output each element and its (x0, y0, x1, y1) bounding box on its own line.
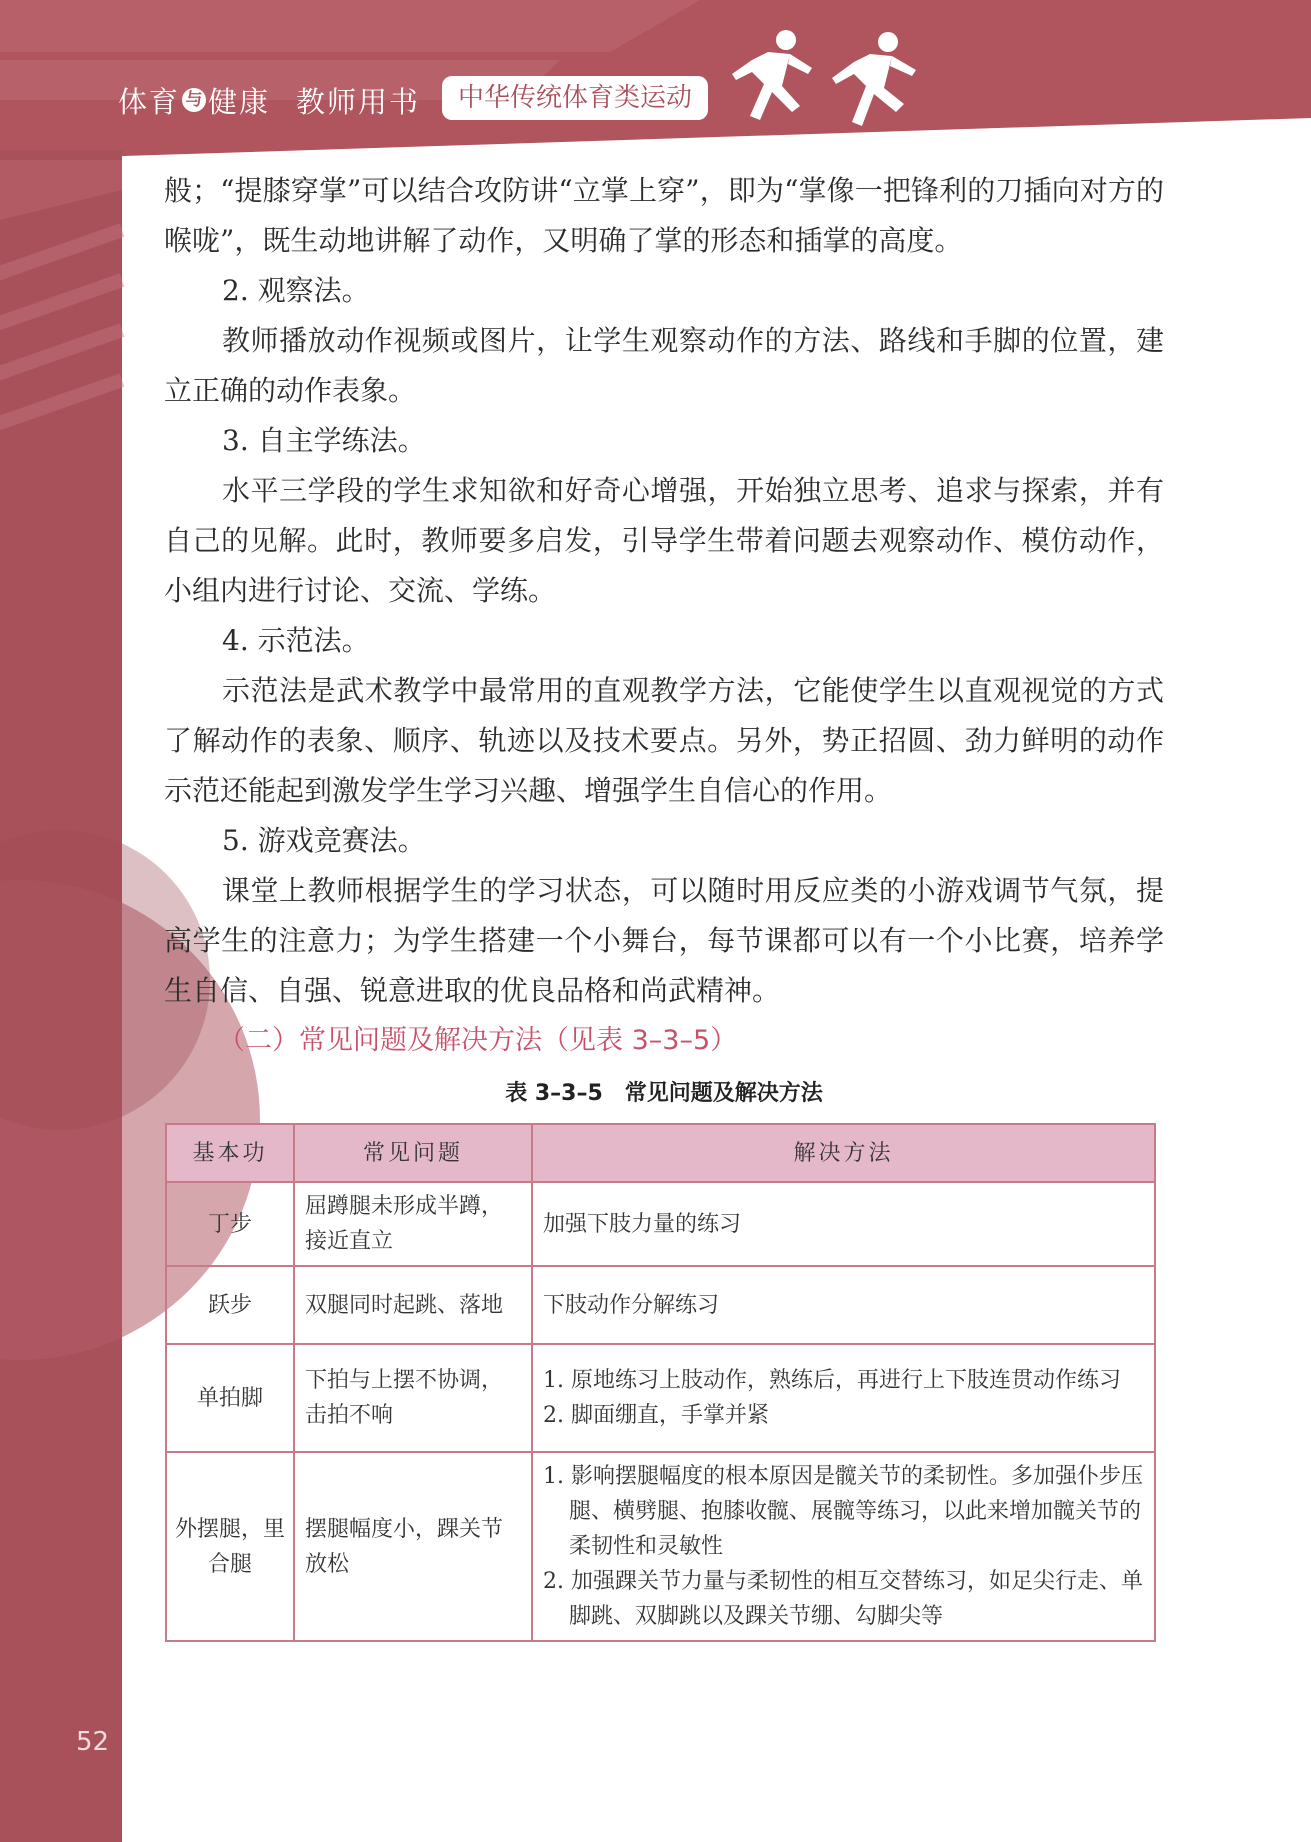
method-heading: 4. 示范法。 (222, 624, 370, 657)
solution-text: 加强下肢力量的练习 (543, 1211, 742, 1237)
paragraph: 课堂上教师根据学生的学习状态，可以随时用反应类的小游戏调节气氛，提高学生的注意力；为学生搭建一个小舞台，每节课都可以有一个小比赛，培养学生自信、自强、锐意进取的优良品格和尚武精神。 (164, 874, 1164, 1007)
solution-item: 2. 加强踝关节力量与柔韧性的相互交替练习，如足尖行走、单脚跳、双脚跳以及踝关节绷、勾脚尖等 (543, 1569, 1143, 1629)
solution-cell (532, 1344, 1155, 1452)
solution-item: 1. 原地练习上肢动作，熟练后，再进行上下肢连贯动作练习 (543, 1368, 1121, 1393)
paragraph: 般；“提膝穿掌”可以结合攻防讲“立掌上穿”，即为“掌像一把锋利的刀插向对方的喉咙”，既生动地讲解了动作，又明确了掌的形态和插掌的高度。 (164, 174, 1164, 257)
brand-right: 健康 (208, 84, 271, 119)
problem-cell: 双腿同时起跳、落地 (294, 1266, 532, 1344)
column-header: 解决方法 (532, 1124, 1155, 1182)
method-heading: 5. 游戏竞赛法。 (222, 824, 426, 857)
problem-cell: 屈蹲腿未形成半蹲，接近直立 (294, 1182, 532, 1266)
page-number: 52 (76, 1727, 110, 1757)
chapter-badge: 中华传统体育类运动 (442, 76, 708, 120)
solution-item: 2. 脚面绷直，手掌并紧 (543, 1403, 769, 1428)
skill-cell: 单拍脚 (166, 1344, 294, 1452)
method-heading: 3. 自主学练法。 (222, 424, 426, 457)
solution-cell (532, 1182, 1155, 1266)
table-row (166, 1344, 1155, 1452)
solution-cell (532, 1452, 1155, 1641)
skill-cell: 丁步 (166, 1182, 294, 1266)
table-row (166, 1266, 1155, 1344)
paragraph: 教师播放动作视频或图片，让学生观察动作的方法、路线和手脚的位置，建立正确的动作表象。 (164, 324, 1164, 407)
skill-cell: 跃步 (166, 1266, 294, 1344)
paragraph: 示范法是武术教学中最常用的直观教学方法，它能使学生以直观视觉的方式了解动作的表象、顺序、轨迹以及技术要点。另外，势正招圆、劲力鲜明的动作示范还能起到激发学生学习兴趣、增强学生自信心的作用。 (164, 674, 1164, 807)
problem-cell: 摆腿幅度小，踝关节放松 (294, 1452, 532, 1641)
running-figures-icon (708, 28, 928, 138)
book-brand (118, 78, 420, 122)
solution-cell (532, 1266, 1155, 1344)
section-heading: （二）常见问题及解决方法（见表 3–3–5） (218, 1025, 738, 1056)
paragraph: 水平三学段的学生求知欲和好奇心增强，开始独立思考、追求与探索，并有自己的见解。此时，教师要多启发，引导学生带着问题去观察动作、模仿动作，小组内进行讨论、交流、学练。 (164, 474, 1164, 607)
column-header: 基本功 (166, 1124, 294, 1182)
problems-table (165, 1123, 1156, 1642)
method-heading: 2. 观察法。 (222, 274, 370, 307)
brand-connector: 与 (182, 88, 206, 112)
table-title: 表 3–3–5 常见问题及解决方法 (505, 1081, 823, 1106)
problem-cell: 下拍与上摆不协调，击拍不响 (294, 1344, 532, 1452)
solution-item: 1. 影响摆腿幅度的根本原因是髋关节的柔韧性。多加强仆步压腿、横劈腿、抱膝收髋、展髋等练习，以此来增加髋关节的柔韧性和灵敏性 (543, 1464, 1143, 1559)
book-type: 教师用书 (296, 84, 421, 119)
table-row (166, 1452, 1155, 1641)
table-header-row (166, 1124, 1155, 1182)
table-row (166, 1182, 1155, 1266)
skill-cell: 外摆腿，里合腿 (166, 1452, 294, 1641)
brand-left: 体育 (118, 84, 181, 119)
column-header: 常见问题 (294, 1124, 532, 1182)
main-content (164, 166, 1164, 1642)
solution-text: 下肢动作分解练习 (543, 1292, 720, 1318)
